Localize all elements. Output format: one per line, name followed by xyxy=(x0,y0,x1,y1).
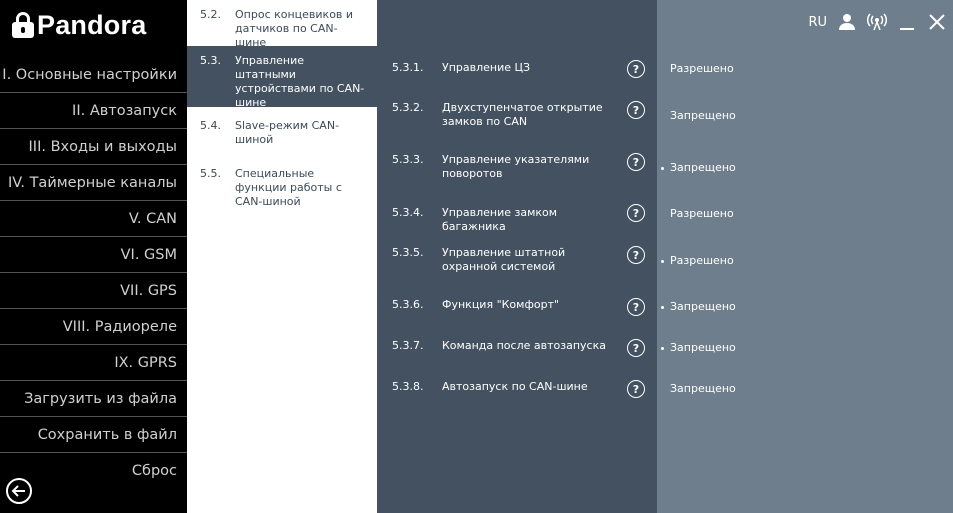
submenu xyxy=(187,0,377,513)
submenu-label: Опрос концевиков и датчиков по CAN-шине xyxy=(235,8,354,49)
setting-value[interactable]: Запрещено xyxy=(670,300,736,313)
submenu-num: 5.2. xyxy=(200,8,221,21)
help-icon[interactable]: ? xyxy=(627,246,645,264)
brand-logo xyxy=(12,10,146,40)
submenu-label: Slave-режим CAN-шиной xyxy=(235,119,340,146)
submenu-label: Управление штатными устройствами по CAN-шине xyxy=(235,54,365,109)
help-icon[interactable]: ? xyxy=(627,101,645,119)
submenu-label: Специальные функции работы с CAN-шиной xyxy=(235,167,342,208)
bullet-dot xyxy=(661,167,664,170)
bullet-dot xyxy=(661,347,664,350)
sidebar-item-load-file[interactable]: Загрузить из файла xyxy=(0,381,187,417)
settings-panel xyxy=(377,0,657,513)
setting-num: 5.3.6. xyxy=(392,298,424,311)
brand-name: Pandora xyxy=(37,9,147,40)
top-bar xyxy=(808,12,947,32)
help-icon[interactable]: ? xyxy=(627,298,645,316)
setting-num: 5.3.8. xyxy=(392,380,424,393)
sidebar-item-gps[interactable]: VII. GPS xyxy=(0,273,187,309)
setting-num: 5.3.3. xyxy=(392,153,424,166)
submenu-item-5-5[interactable] xyxy=(187,155,377,208)
sidebar-item-timers[interactable]: IV. Таймерные каналы xyxy=(0,165,187,201)
setting-value[interactable]: Разрешено xyxy=(670,62,734,75)
setting-label: Управление ЦЗ xyxy=(442,61,531,74)
setting-value[interactable]: Запрещено xyxy=(670,341,736,354)
back-arrow-icon[interactable] xyxy=(6,478,32,504)
submenu-num: 5.3. xyxy=(200,54,221,67)
sidebar-item-gprs[interactable]: IX. GPRS xyxy=(0,345,187,381)
setting-num: 5.3.2. xyxy=(392,101,424,114)
sidebar-item-reset[interactable]: Сброс xyxy=(131,463,177,479)
submenu-item-5-3[interactable] xyxy=(187,46,377,107)
setting-value[interactable]: Разрешено xyxy=(670,207,734,220)
setting-num: 5.3.7. xyxy=(392,339,424,352)
setting-label: Управление штатной охранной системой xyxy=(442,246,566,273)
language-selector[interactable]: RU xyxy=(808,14,827,30)
sidebar-nav xyxy=(0,57,187,489)
setting-value[interactable]: Запрещено xyxy=(670,382,736,395)
setting-label: Двухступенчатое открытие замков по CAN xyxy=(442,101,603,128)
sidebar-item-can[interactable]: V. CAN xyxy=(0,201,187,237)
bullet-dot xyxy=(661,260,664,263)
setting-label: Автозапуск по CAN-шине xyxy=(442,380,588,393)
setting-label: Команда после автозапуска xyxy=(442,339,606,352)
sidebar-item-radiorelay[interactable]: VIII. Радиореле xyxy=(0,309,187,345)
setting-num: 5.3.1. xyxy=(392,61,424,74)
submenu-item-5-4[interactable] xyxy=(187,107,377,155)
setting-value[interactable]: Запрещено xyxy=(670,109,736,122)
sidebar xyxy=(0,0,187,513)
sidebar-item-save-file[interactable]: Сохранить в файл xyxy=(0,417,187,453)
minimize-icon[interactable] xyxy=(897,12,917,32)
submenu-item-5-2[interactable] xyxy=(187,0,377,49)
help-icon[interactable]: ? xyxy=(627,153,645,171)
antenna-icon[interactable] xyxy=(867,12,887,32)
setting-value[interactable]: Разрешено xyxy=(670,254,734,267)
setting-num: 5.3.5. xyxy=(392,246,424,259)
setting-label: Управление замком багажника xyxy=(442,206,558,233)
setting-num: 5.3.4. xyxy=(392,206,424,219)
sidebar-item-gsm[interactable]: VI. GSM xyxy=(0,237,187,273)
submenu-num: 5.5. xyxy=(200,167,221,180)
setting-label: Функция "Комфорт" xyxy=(442,298,560,311)
help-icon[interactable]: ? xyxy=(627,204,645,222)
setting-value[interactable]: Запрещено xyxy=(670,161,736,174)
sidebar-item-basic[interactable]: I. Основные настройки xyxy=(0,57,187,93)
submenu-num: 5.4. xyxy=(200,119,221,132)
sidebar-item-autostart[interactable]: II. Автозапуск xyxy=(0,93,187,129)
user-icon[interactable] xyxy=(837,12,857,32)
close-icon[interactable] xyxy=(927,12,947,32)
help-icon[interactable]: ? xyxy=(627,60,645,78)
help-icon[interactable]: ? xyxy=(627,380,645,398)
sidebar-item-io[interactable]: III. Входы и выходы xyxy=(0,129,187,165)
values-panel xyxy=(657,0,953,513)
help-icon[interactable]: ? xyxy=(627,339,645,357)
bullet-dot xyxy=(661,306,664,309)
setting-label: Управление указателями поворотов xyxy=(442,153,590,180)
lock-icon xyxy=(12,12,34,38)
